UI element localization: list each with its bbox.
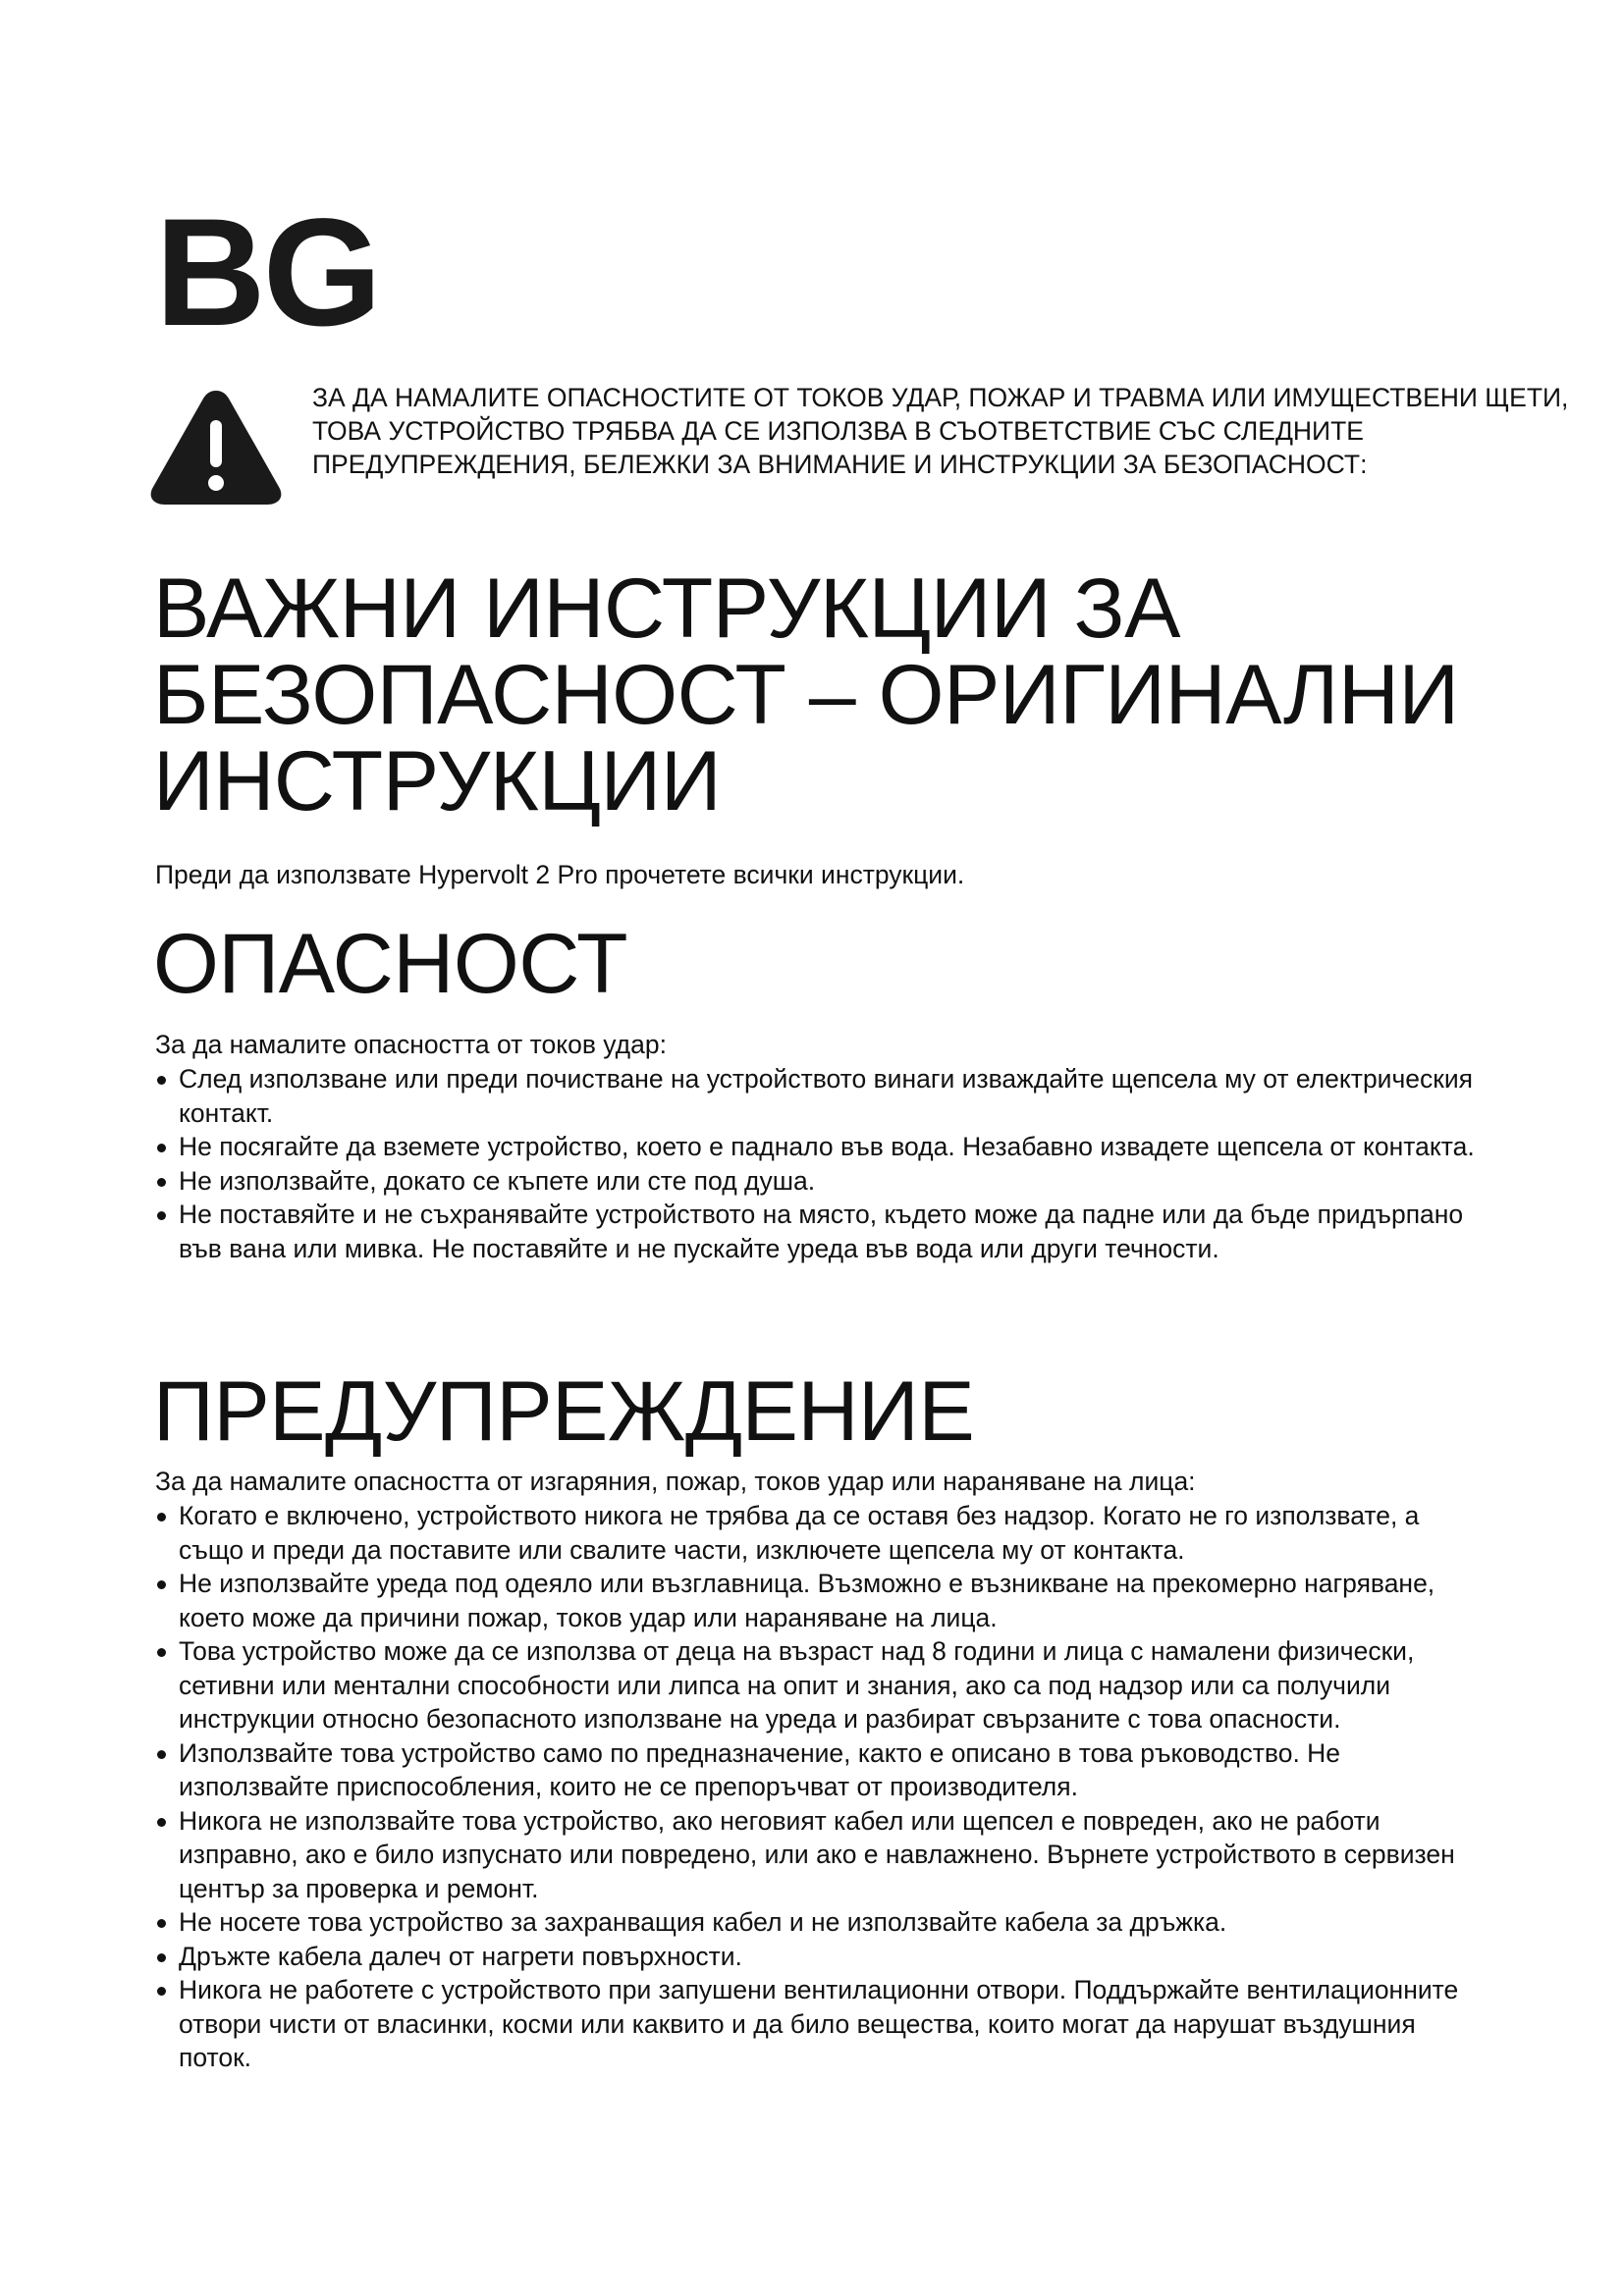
warning-notice [147, 381, 1569, 528]
list-item: Това устройство може да се използва от деца на възраст над 8 години и лица с намалени физически, сетивни или ментални способности или липса на опит и знания, ако са под надзор или са получили инструкции относно безопасното използване на уреда и разбират свързаните с това опасности. [155, 1634, 1490, 1736]
list-item: Дръжте кабела далеч от нагрети повърхности. [155, 1940, 1490, 1974]
list-item: Никога не използвайте това устройство, ако неговият кабел или щепсел е повреден, ако не работи изправно, ако е било изпуснато или повредено, или ако е навлажнено. Върнете устройството в сервизен център за проверка и ремонт. [155, 1804, 1490, 1906]
page-title: ВАЖНИ ИНСТРУКЦИИ ЗА БЕЗОПАСНОСТ – ОРИГИНАЛНИ ИНСТРУКЦИИ [153, 561, 1459, 828]
danger-heading: ОПАСНОСТ [153, 917, 628, 1011]
language-code: BG [155, 187, 379, 358]
warning-heading: ПРЕДУПРЕЖДЕНИЕ [153, 1364, 975, 1459]
warning-text: ЗА ДА НАМАЛИТЕ ОПАСНОСТИТЕ ОТ ТОКОВ УДАР, ПОЖАР И ТРАВМА ИЛИ ИМУЩЕСТВЕНИ ЩЕТИ, ТОВА УСТРОЙСТВО ТРЯБВА ДА СЕ ИЗПОЛЗВА В СЪОТВЕТСТВИЕ СЪС СЛЕДНИТЕ ПРЕДУПРЕЖДЕНИЯ, БЕЛЕЖКИ ЗА ВНИМАНИЕ И ИНСТРУКЦИИ ЗА БЕЗОПАСНОСТ: [312, 383, 1569, 479]
list-item: Никога не работете с устройството при запушени вентилационни отвори. Поддържайте вентилационните отвори чисти от власинки, косми или каквито и да било вещества, които могат да нарушат въздушния поток. [155, 1973, 1490, 2075]
list-item: Използвайте това устройство само по предназначение, както е описано в това ръководство. Не използвайте приспособления, които не се препоръчват от производителя. [155, 1736, 1490, 1804]
list-item: Не носете това устройство за захранващия кабел и не използвайте кабела за дръжка. [155, 1905, 1490, 1940]
warning-lead: За да намалите опасността от изгаряния, пожар, токов удар или нараняване на лица: [155, 1467, 1196, 1496]
list-item: Когато е включено, устройството никога не трябва да се оставя без надзор. Когато не го използвате, а също и преди да поставите или свалите части, изключете щепсела му от контакта. [155, 1499, 1490, 1567]
list-item: Не посягайте да вземете устройство, което е паднало във вода. Незабавно извадете щепсела от контакта. [155, 1130, 1490, 1164]
danger-lead: За да намалите опасността от токов удар: [155, 1030, 667, 1059]
intro-text: Преди да използвате Hypervolt 2 Pro прочетете всички инструкции. [155, 860, 965, 889]
danger-list [155, 1062, 1490, 1265]
warning-triangle-icon [147, 385, 285, 508]
list-item: След използване или преди почистване на устройството винаги изваждайте щепсела му от електрическия контакт. [155, 1062, 1490, 1130]
list-item: Не използвайте уреда под одеяло или възглавница. Възможно е възникване на прекомерно нагряване, което може да причини пожар, токов удар или нараняване на лица. [155, 1567, 1490, 1634]
list-item: Не използвайте, докато се къпете или сте под душа. [155, 1164, 1490, 1199]
list-item: Не поставяйте и не съхранявайте устройството на място, където може да падне или да бъде придърпано във вана или мивка. Не поставяйте и не пускайте уреда във вода или други течности. [155, 1198, 1490, 1265]
warning-list [155, 1499, 1490, 2075]
